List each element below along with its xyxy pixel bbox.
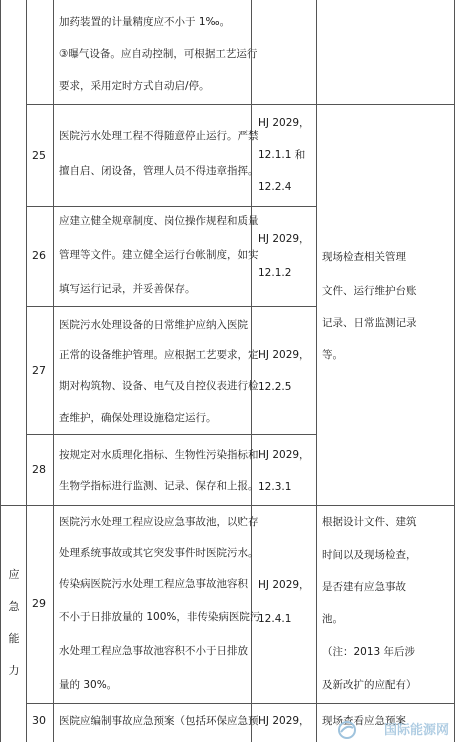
row-number: 28	[32, 463, 46, 476]
requirement-line: 医院污水处理工程应设应急事故池，以贮存	[59, 516, 259, 528]
row-border	[26, 703, 455, 704]
method-line: （注：2013 年后涉	[322, 646, 416, 658]
watermark-text: 国际能源网	[383, 723, 449, 738]
row-border	[26, 306, 316, 307]
reference-line: 12.4.1	[258, 613, 292, 625]
reference-line: 12.1.2	[258, 267, 292, 279]
reference-line: 12.2.5	[258, 381, 292, 393]
watermark-logo-icon	[337, 720, 357, 740]
requirement-line: 处理系统事故或其它突发事件时医院污水。	[59, 547, 259, 559]
col-border	[0, 0, 1, 742]
reference-line: HJ 2029，	[258, 449, 310, 461]
category-char: 急	[8, 600, 20, 613]
row-number: 25	[32, 149, 46, 162]
method-line: 现场查看应急预案	[322, 715, 406, 727]
method-line: 时间以及现场检查，	[322, 549, 417, 561]
method-line: 及新改扩的应配有）	[322, 679, 417, 691]
col-border	[316, 0, 317, 742]
method-line: 根据设计文件、建筑	[322, 516, 417, 528]
col-border	[53, 0, 54, 742]
requirement-line: 正常的设备维护管理。应根据工艺要求，定	[59, 349, 259, 361]
method-line: 是否建有应急事故	[322, 581, 406, 593]
reference-line: HJ 2029，	[258, 349, 310, 361]
requirement-line: 传染病医院污水处理工程应急事故池容积	[59, 578, 248, 590]
row-number: 30	[32, 714, 46, 727]
requirement-line: 医院污水处理设备的日常维护应纳入医院	[59, 319, 248, 331]
category-char: 能	[8, 632, 20, 645]
row-border	[26, 104, 455, 105]
method-line: 记录、日常监测记录	[322, 317, 417, 329]
requirement-line: 应建立健全规章制度、岗位操作规程和质量	[59, 215, 259, 227]
row-border	[26, 206, 316, 207]
category-char: 力	[8, 664, 20, 677]
requirement-line: 填写运行记录，并妥善保存。	[59, 283, 196, 295]
reference-line: HJ 2029，	[258, 233, 310, 245]
requirement-line: 加药装置的计量精度应不小于 1‰。	[59, 16, 231, 28]
requirement-line: 查维护，确保处理设施稳定运行。	[59, 412, 217, 424]
requirement-line: 水处理工程应急事故池容积不小于日排放	[59, 645, 248, 657]
requirement-line: 按规定对水质理化指标、生物性污染指标和	[59, 449, 259, 461]
col-border	[251, 0, 252, 742]
row-number: 27	[32, 364, 46, 377]
reference-line: HJ 2029，	[258, 579, 310, 591]
method-line: 等。	[322, 349, 343, 361]
row-number: 26	[32, 249, 46, 262]
reference-line: 12.2.4	[258, 181, 292, 193]
requirement-line: 生物学指标进行监测、记录、保存和上报。	[59, 480, 259, 492]
row-border	[26, 434, 316, 435]
requirement-line: 要求，采用定时方式自动启/停。	[59, 80, 210, 92]
row-border	[0, 505, 455, 506]
requirement-line: 医院应编制事故应急预案（包括环保应急预	[59, 715, 259, 727]
method-line: 池。	[322, 613, 343, 625]
requirement-line: ③曝气设备。应自动控制，可根据工艺运行	[59, 48, 258, 60]
requirement-line: 管理等文件。建立健全运行台帐制度，如实	[59, 249, 259, 261]
reference-line: 12.1.1 和	[258, 149, 306, 161]
requirement-line: 不小于日排放量的 100%，非传染病医院污	[59, 611, 261, 623]
method-line: 现场检查相关管理	[322, 251, 406, 263]
requirement-line: 期对构筑物、设备、电气及自控仪表进行检	[59, 380, 259, 392]
category-char: 应	[8, 568, 20, 581]
reference-line: HJ 2029，	[258, 715, 310, 727]
requirement-line: 擅自启、闭设备，管理人员不得违章指挥。	[59, 165, 259, 177]
reference-line: 12.3.1	[258, 481, 292, 493]
requirement-line: 量的 30%。	[59, 679, 118, 691]
requirement-line: 医院污水处理工程不得随意停止运行。严禁	[59, 130, 259, 142]
row-number: 29	[32, 597, 46, 610]
method-line: 文件、运行维护台账	[322, 285, 417, 297]
reference-line: HJ 2029，	[258, 117, 310, 129]
